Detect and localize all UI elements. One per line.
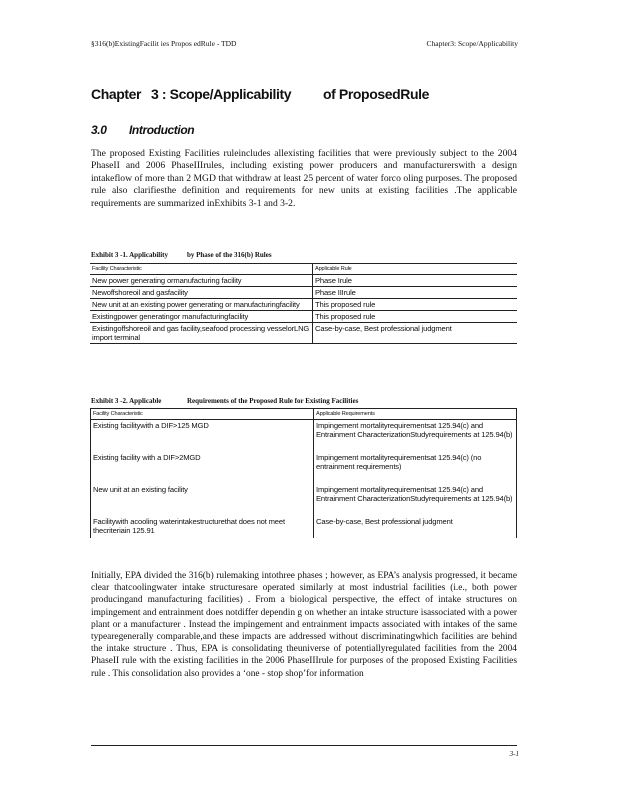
header-left: §316(b)ExistingFacilit ies Propos edRule - TDD	[91, 39, 237, 48]
exhibit-1-label: Exhibit 3 -1. Applicability	[91, 251, 169, 259]
table-cell: Impingement mortalityrequirementsat 125.94(c) and Entrainment CharacterizationStudyrequirements at 125.94(b)	[314, 484, 517, 516]
chapter-label: Chapter	[91, 86, 142, 102]
table-cell: Phase Irule	[313, 275, 518, 287]
exhibit-2-caption	[91, 397, 517, 405]
table-row	[90, 275, 517, 287]
exhibit-1-caption	[91, 251, 517, 259]
table-row	[91, 516, 517, 538]
table-row	[90, 287, 517, 299]
section-title: Introduction	[129, 123, 195, 137]
section-heading	[91, 123, 194, 137]
exhibit-2-title: Requirements of the Proposed Rule for Existing Facilities	[187, 397, 359, 405]
table-row	[90, 311, 517, 323]
table-row	[91, 420, 517, 453]
exhibit-2-table	[90, 408, 517, 538]
table-cell: Facilitywith acooling waterintakestructurethat does not meet thecriteriain 125.91	[91, 516, 314, 538]
table-row	[91, 452, 517, 484]
column-header: Applicable Rule	[313, 264, 518, 275]
column-header: Facility Characteristic	[90, 264, 313, 275]
body-paragraph: Initially, EPA divided the 316(b) rulemaking intothree phases ; however, as EPA’s analysis progressed, it became clear thatcoolingwater intake structuresare operated similarly at most industrial facilities (i.e., both power producingand manufacturing facilities) . From a biological perspective, the effect of intake structures on impingement and entrainment does notdiffer dependin g on whether an intake structure isassociated with a power plant or a manufacturer . Instead the impingement and entrainment impacts associated with intakes of the same typearegenerally comparable,and these impacts are addressed without discriminatingwhich facilities are behind the intake structure . Thus, EPA is consolidating theuniverse of potentiallyregulated facilities from the 2004 PhaseII rule with the existing facilities in the 2006 PhaseIIIrule for purposes of the proposed Existing Facilities rule . This consolidation also provides a ‘one - stop shop’for information	[91, 571, 517, 679]
table-cell: New power generating ormanufacturing facility	[90, 275, 313, 287]
table-cell: Newoffshoreoil and gasfacility	[90, 287, 313, 299]
chapter-title-rest: of ProposedRule	[323, 86, 430, 102]
table-cell: Case-by-case, Best professional judgment	[313, 323, 518, 344]
table-row	[90, 323, 517, 344]
table-header-row	[91, 409, 517, 420]
table-cell: Phase IIIrule	[313, 287, 518, 299]
table-cell: Impingement mortalityrequirementsat 125.94(c) (no entrainment requirements)	[314, 452, 517, 484]
column-header: Facility Characteristic	[91, 409, 314, 420]
table-header-row	[90, 264, 517, 275]
chapter-title	[91, 86, 531, 102]
footer-divider	[91, 745, 517, 746]
table-cell: Impingement mortalityrequirementsat 125.94(c) and Entrainment CharacterizationStudyrequirements at 125.94(b)	[314, 420, 517, 453]
intro-paragraph: The proposed Existing Facilities ruleincludes allexisting facilities that were previously subject to the 2004 PhaseII and 2006 PhaseIIIrules, including existing power producers and manufacturerswith a design intakeflow of more than 2 MGD that withdraw at least 25 percent of water forco oling purposes. The proposed rule also clarifiesthe definition and requirements for new units at existing facilities .The applicable requirements are summarized inExhibits 3-1 and 3-2.	[91, 148, 517, 209]
chapter-number-title: 3 : Scope/Applicability	[151, 86, 292, 102]
running-header	[91, 39, 518, 48]
column-header: Applicable Requirements	[314, 409, 517, 420]
table-cell: This proposed rule	[313, 299, 518, 311]
table-row	[91, 484, 517, 516]
table-cell: Existingpower generatingor manufacturingfacility	[90, 311, 313, 323]
exhibit-2-label: Exhibit 3 -2. Applicable	[91, 397, 162, 405]
table-row	[90, 299, 517, 311]
exhibit-1-title: by Phase of the 316(b) Rules	[187, 251, 272, 259]
page-number: 3-1	[509, 750, 519, 758]
exhibit-1-table	[90, 263, 517, 344]
table-cell: New unit at an existing power generating or manufacturingfacility	[90, 299, 313, 311]
table-cell: Case-by-case, Best professional judgment	[314, 516, 517, 538]
table-cell: New unit at an existing facility	[91, 484, 314, 516]
header-right: Chapter3: Scope/Applicability	[426, 39, 518, 48]
table-cell: Existing facilitywith a DIF>125 MGD	[91, 420, 314, 453]
section-number: 3.0	[91, 123, 107, 137]
table-cell: This proposed rule	[313, 311, 518, 323]
table-cell: Existing facility with a DIF>2MGD	[91, 452, 314, 484]
table-cell: Existingoffshoreoil and gas facility,seafood processing vesselorLNG import terminal	[90, 323, 313, 344]
